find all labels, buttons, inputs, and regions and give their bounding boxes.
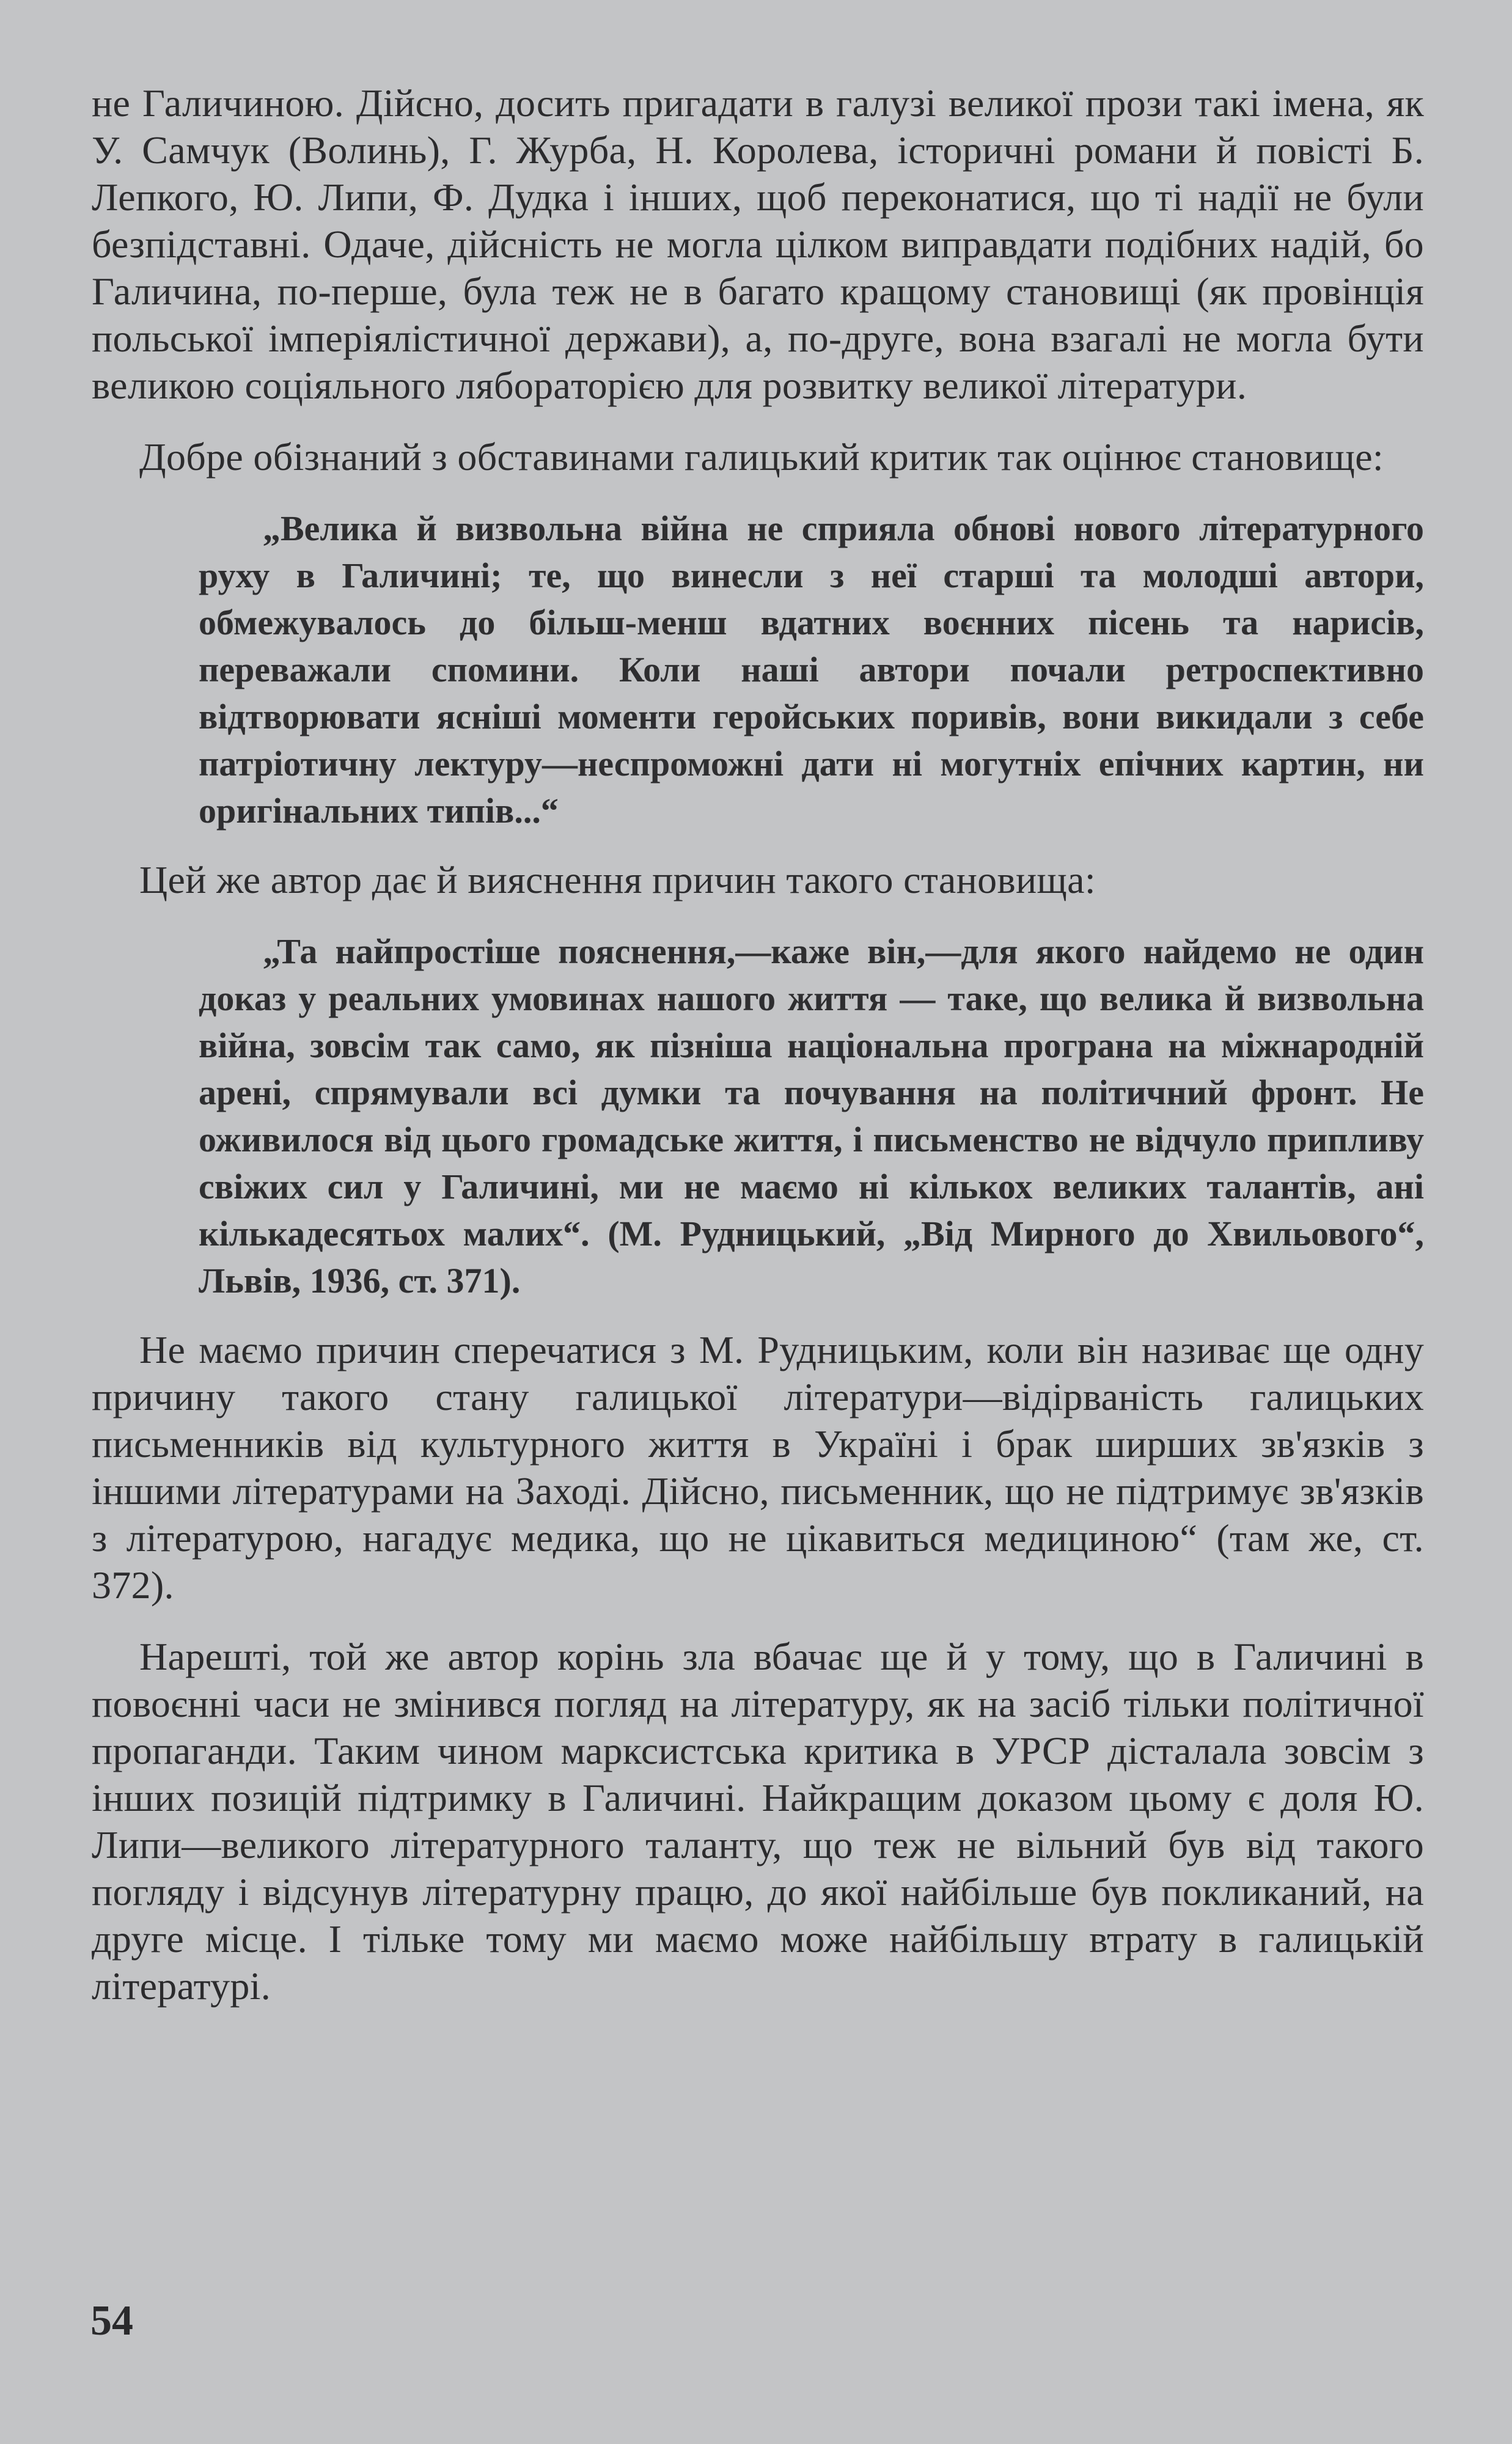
block-quote-war: „Велика й визвольна війна не сприяла обнові нового літературного руху в Галичині; те, що винесли з неї старші та молодші автори, обмежувалось до більш-менш вдатних воєнних пісень та нарисів, переважали спомини. Коли наші автори почали ретроспективно відтворювати ясніші моменти геройських поривів, вони викидали з себе патріотичну лектуру—неспроможні дати ні могутніх епічних картин, ни оригінальних типів...“ [199, 508, 1424, 831]
paragraph-author-explanation: Цей же автор дає й вияснення причин такого становища: [139, 858, 1096, 901]
paragraph-continuation: не Галичиною. Дійсно, досить пригадати в галузі великої прози такі імена, як У. Самчук (Волинь), Г. Журба, Н. Королева, історичні романи й повісті Б. Лепкого, Ю. Липи, Ф. Дудка і інших, щоб переконатися, що ті надії не були безпідставні. Одаче, дійсність не могла цілком виправдати подібних надій, бо Галичина, по-перше, була теж не в багато кращому становищі (як провінція польської імперіялістичної держави), а, по-друге, вона взагалі не могла бути великою соціяльного ляборaторією для розвитку великої літератури. [92, 81, 1424, 407]
page-number: 54 [90, 2297, 133, 2344]
paragraph-conclusion: Нарешті, той же автор корінь зла вбачає ще й у тому, що в Галичині в повоєнні часи не змінився погляд на літературу, як на засіб тільки політичної пропаганди. Таким чином марксистська критика в УРСР дісталала зовсім з інших позицій підтримку в Галичині. Найкращим доказом цьому є доля Ю. Липи—великого літературного таланту, що теж не вільний був від такого погляду і відсунув літературну працю, до якої найбільше був покликаний, на друге місце. І тільке тому ми маємо може найбільшу втрату в галицькій літературі. [92, 1635, 1424, 2008]
paragraph-critic-intro: Добре обізнаний з обставинами галицький критик так оцінює становище: [139, 435, 1384, 479]
page-body [92, 79, 1424, 2034]
block-quote-explanation: „Та найпростіше пояснення,—каже він,—для якого найдемо не один доказ у реальних умовинах нашого життя — таке, що велика й визвольна війна, зовсім так само, як пізніша національна програна на міжнародній арені, спрямували всі думки та почування на політичний фронт. Не оживилося від цього громадське життя, і письменство не відчуло припливу свіжих сил у Галичині, ми не маємо ні кількох великих талантів, ані кількадесятьох малих“. (М. Рудницький, „Від Мирного до Хвильового“, Львів, 1936, ст. 371). [199, 931, 1424, 1301]
paragraph-rudnytsky: Не маємо причин сперечатися з М. Рудницьким, коли він називає ще одну причину такого стану галицької літератури—відірваність галицьких письменників від культурного життя в Україні і брак ширших зв'язків з іншими літературами на Заході. Дійсно, письменник, що не підтримує зв'язків з літературою, нагадує медика, що не цікавиться медициною“ (там же, ст. 372). [92, 1328, 1424, 1607]
